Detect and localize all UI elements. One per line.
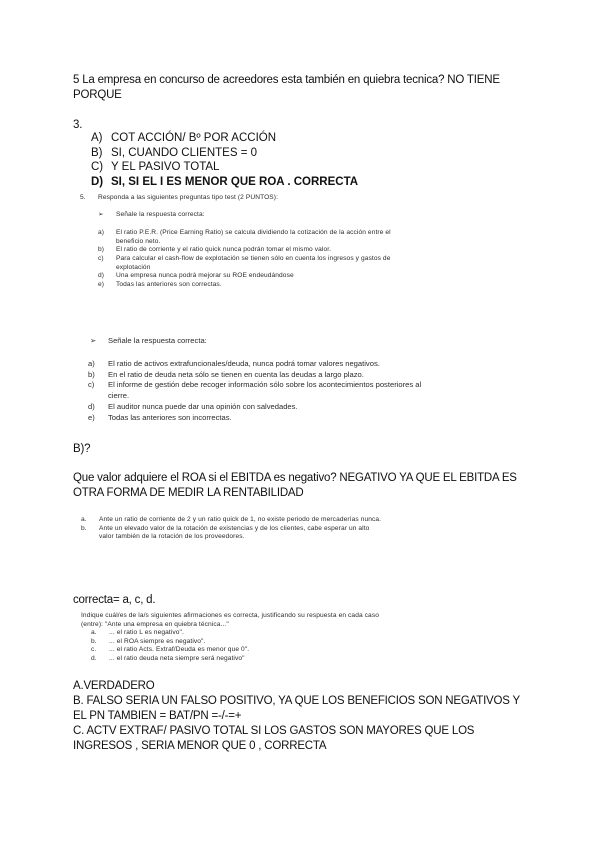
correct-answers: correcta= a, c, d.: [73, 594, 156, 606]
scan3-item-a: a. Ante un ratio de corriente de 2 y un ratio quick de 1, no existe periodo de mercaderías nunca.: [81, 516, 382, 523]
scan4-item-d: d. ... el ratio deuda neta siempre será negativo": [91, 654, 245, 662]
q5-line-1: 5 La empresa en concurso de acreedores esta también en quiebra tecnica? NO TIENE: [73, 74, 500, 86]
scan2-item-b: b) En el ratio de deuda neta sólo se tienen en cuenta las deudas a largo plazo.: [88, 369, 364, 379]
q3-option-c: C) Y EL PASIVO TOTAL: [91, 161, 220, 173]
scan2-item-c: c) El informe de gestión debe recoger información sólo sobre los acontecimientos posteriores al: [88, 380, 422, 390]
final-line-3: EL PN TAMBIEN = BAT/PN =-/-=+: [73, 710, 242, 722]
scan4-item-b: b. ... el ROA siempre es negativo".: [91, 637, 206, 645]
scan1-item-c: c) Para calcular el cash-flow de explotación se tienen sólo en cuenta los ingresos y gastos de: [98, 254, 391, 262]
q3-option-d: D) SI, SI EL I ES MENOR QUE ROA . CORRECTA: [91, 175, 359, 188]
scan4-item-a: a. ... el ratio L es negativo".: [91, 629, 184, 637]
answer-b-label: B)?: [73, 443, 91, 455]
q3-options: [91, 131, 358, 189]
arrow-bullet-icon: ➢: [98, 210, 104, 218]
final-line-5: INGRESOS , SERIA MENOR QUE 0 , CORRECTA: [73, 740, 327, 752]
scan2-items: a) El ratio de activos extrafuncionales/deuda, nunca podrá tomar valores negativos. b) En el ratio de deuda neta sólo se tienen en cuenta las deudas a largo plazo. c) El informe de gestión debe recoger información sólo sobre los acontecimientos posteriores al cierre. d) El auditor nunca puede dar una opinión con salvedades. e) Todas las anteriores son incorrectas.: [88, 359, 528, 424]
q3-number: 3.: [73, 119, 83, 131]
scan4-items: [81, 629, 521, 663]
final-line-4: C. ACTV EXTRAF/ PASIVO TOTAL SI LOS GASTOS SON MAYORES QUE LOS: [73, 725, 475, 737]
scanned-question-1: 5. Responda a las siguientes preguntas tipo test (2 PUNTOS): ➢ Señale la respuesta correcta: a) El ratio P.E.R. (Price Earning Ratio) se calcula dividiendo la cotización de la acción entre el beneficio neto. b) El ratio de corriente y el ratio quick nunca podrán tomar el mismo valor. c) Para calcular el cash-flow de explotación se tienen sólo en cuenta los ingresos y gastos de explotación d) Una empresa nunca podrá mejorar su ROE endeudándose e) Todas las anteriores son correctas.: [80, 194, 520, 289]
scanned-question-4: Indique cuál/es de la/s siguientes afirmaciones es correcta, justificando su respuesta en cada caso (entre): "Ante una empresa en quiebra técnica..." a. ... el ratio L es negativo". b. ... el ROA siempre es negativo". c. ... el ratio Acts. Extraf/Deuda es menor que 0". d. ... el ratio deuda neta siempre será negativo": [81, 612, 521, 664]
scan1-item-b: b) El ratio de corriente y el ratio quick nunca podrán tomar el mismo valor.: [98, 246, 332, 254]
scan4-item-c: c. ... el ratio Acts. Extraf/Deuda es menor que 0".: [91, 646, 250, 654]
roa-question-line-1: Que valor adquiere el ROA si el EBITDA es negativo? NEGATIVO YA QUE EL EBITDA ES: [73, 472, 517, 484]
scan1-items: a) El ratio P.E.R. (Price Earning Ratio) se calcula dividiendo la cotización de la acción entre el beneficio neto. b) El ratio de corriente y el ratio quick nunca podrán tomar el mismo valor. c) Para calcular el cash-flow de explotación se tienen sólo en cuenta los ingresos y gastos de explotación d) Una empresa nunca podrá mejorar su ROE endeudándose e) Todas las anteriores son correctas.: [80, 229, 520, 289]
scan3-item-b: b. Ante un elevado valor de la rotación de existencias y de los clientes, cabe esperar un alto: [81, 524, 370, 532]
final-line-1: A.VERDADERO: [73, 680, 155, 692]
arrow-bullet-icon: ➢: [90, 336, 97, 345]
scanned-question-3: a. Ante un ratio de corriente de 2 y un ratio quick de 1, no existe periodo de mercaderías nunca. b. Ante un elevado valor de la rotación de existencias y de los clientes, cabe esperar un alto valor también de la rotación de los proveedores.: [81, 516, 521, 542]
scan2-item-a: a) El ratio de activos extrafuncionales/deuda, nunca podrá tomar valores negativos.: [88, 358, 380, 368]
q3-option-b: B) SI, CUANDO CLIENTES = 0: [91, 146, 258, 159]
scan1-item-a: a) El ratio P.E.R. (Price Earning Ratio) se calcula dividiendo la cotización de la acción entre el: [98, 229, 391, 237]
scanned-question-2: ➢ Señale la respuesta correcta: a) El ratio de activos extrafuncionales/deuda, nunca podrá tomar valores negativos. b) En el ratio de deuda neta sólo se tienen en cuenta las deudas a largo plazo. c) El informe de gestión debe recoger información sólo sobre los acontecimientos posteriores al cierre. d) El auditor nunca puede dar una opinión con salvedades. e) Todas las anteriores son incorrectas.: [88, 336, 528, 424]
q3-option-a: A) COT ACCIÓN/ Bº POR ACCIÓN: [91, 132, 277, 144]
scan1-item-d: d) Una empresa nunca podrá mejorar su ROE endeudándose: [98, 272, 294, 280]
final-line-2: B. FALSO SERIA UN FALSO POSITIVO, YA QUE LOS BENEFICIOS SON NEGATIVOS Y: [73, 695, 521, 707]
scan2-item-d: d) El auditor nunca puede dar una opinión con salvedades.: [88, 401, 298, 411]
scan2-item-e: e) Todas las anteriores son incorrectas.: [88, 412, 232, 422]
roa-question-line-2: OTRA FORMA DE MEDIR LA RENTABILIDAD: [73, 487, 304, 499]
scan1-item-e: e) Todas las anteriores son correctas.: [98, 280, 222, 288]
q5-line-2: PORQUE: [73, 89, 122, 101]
